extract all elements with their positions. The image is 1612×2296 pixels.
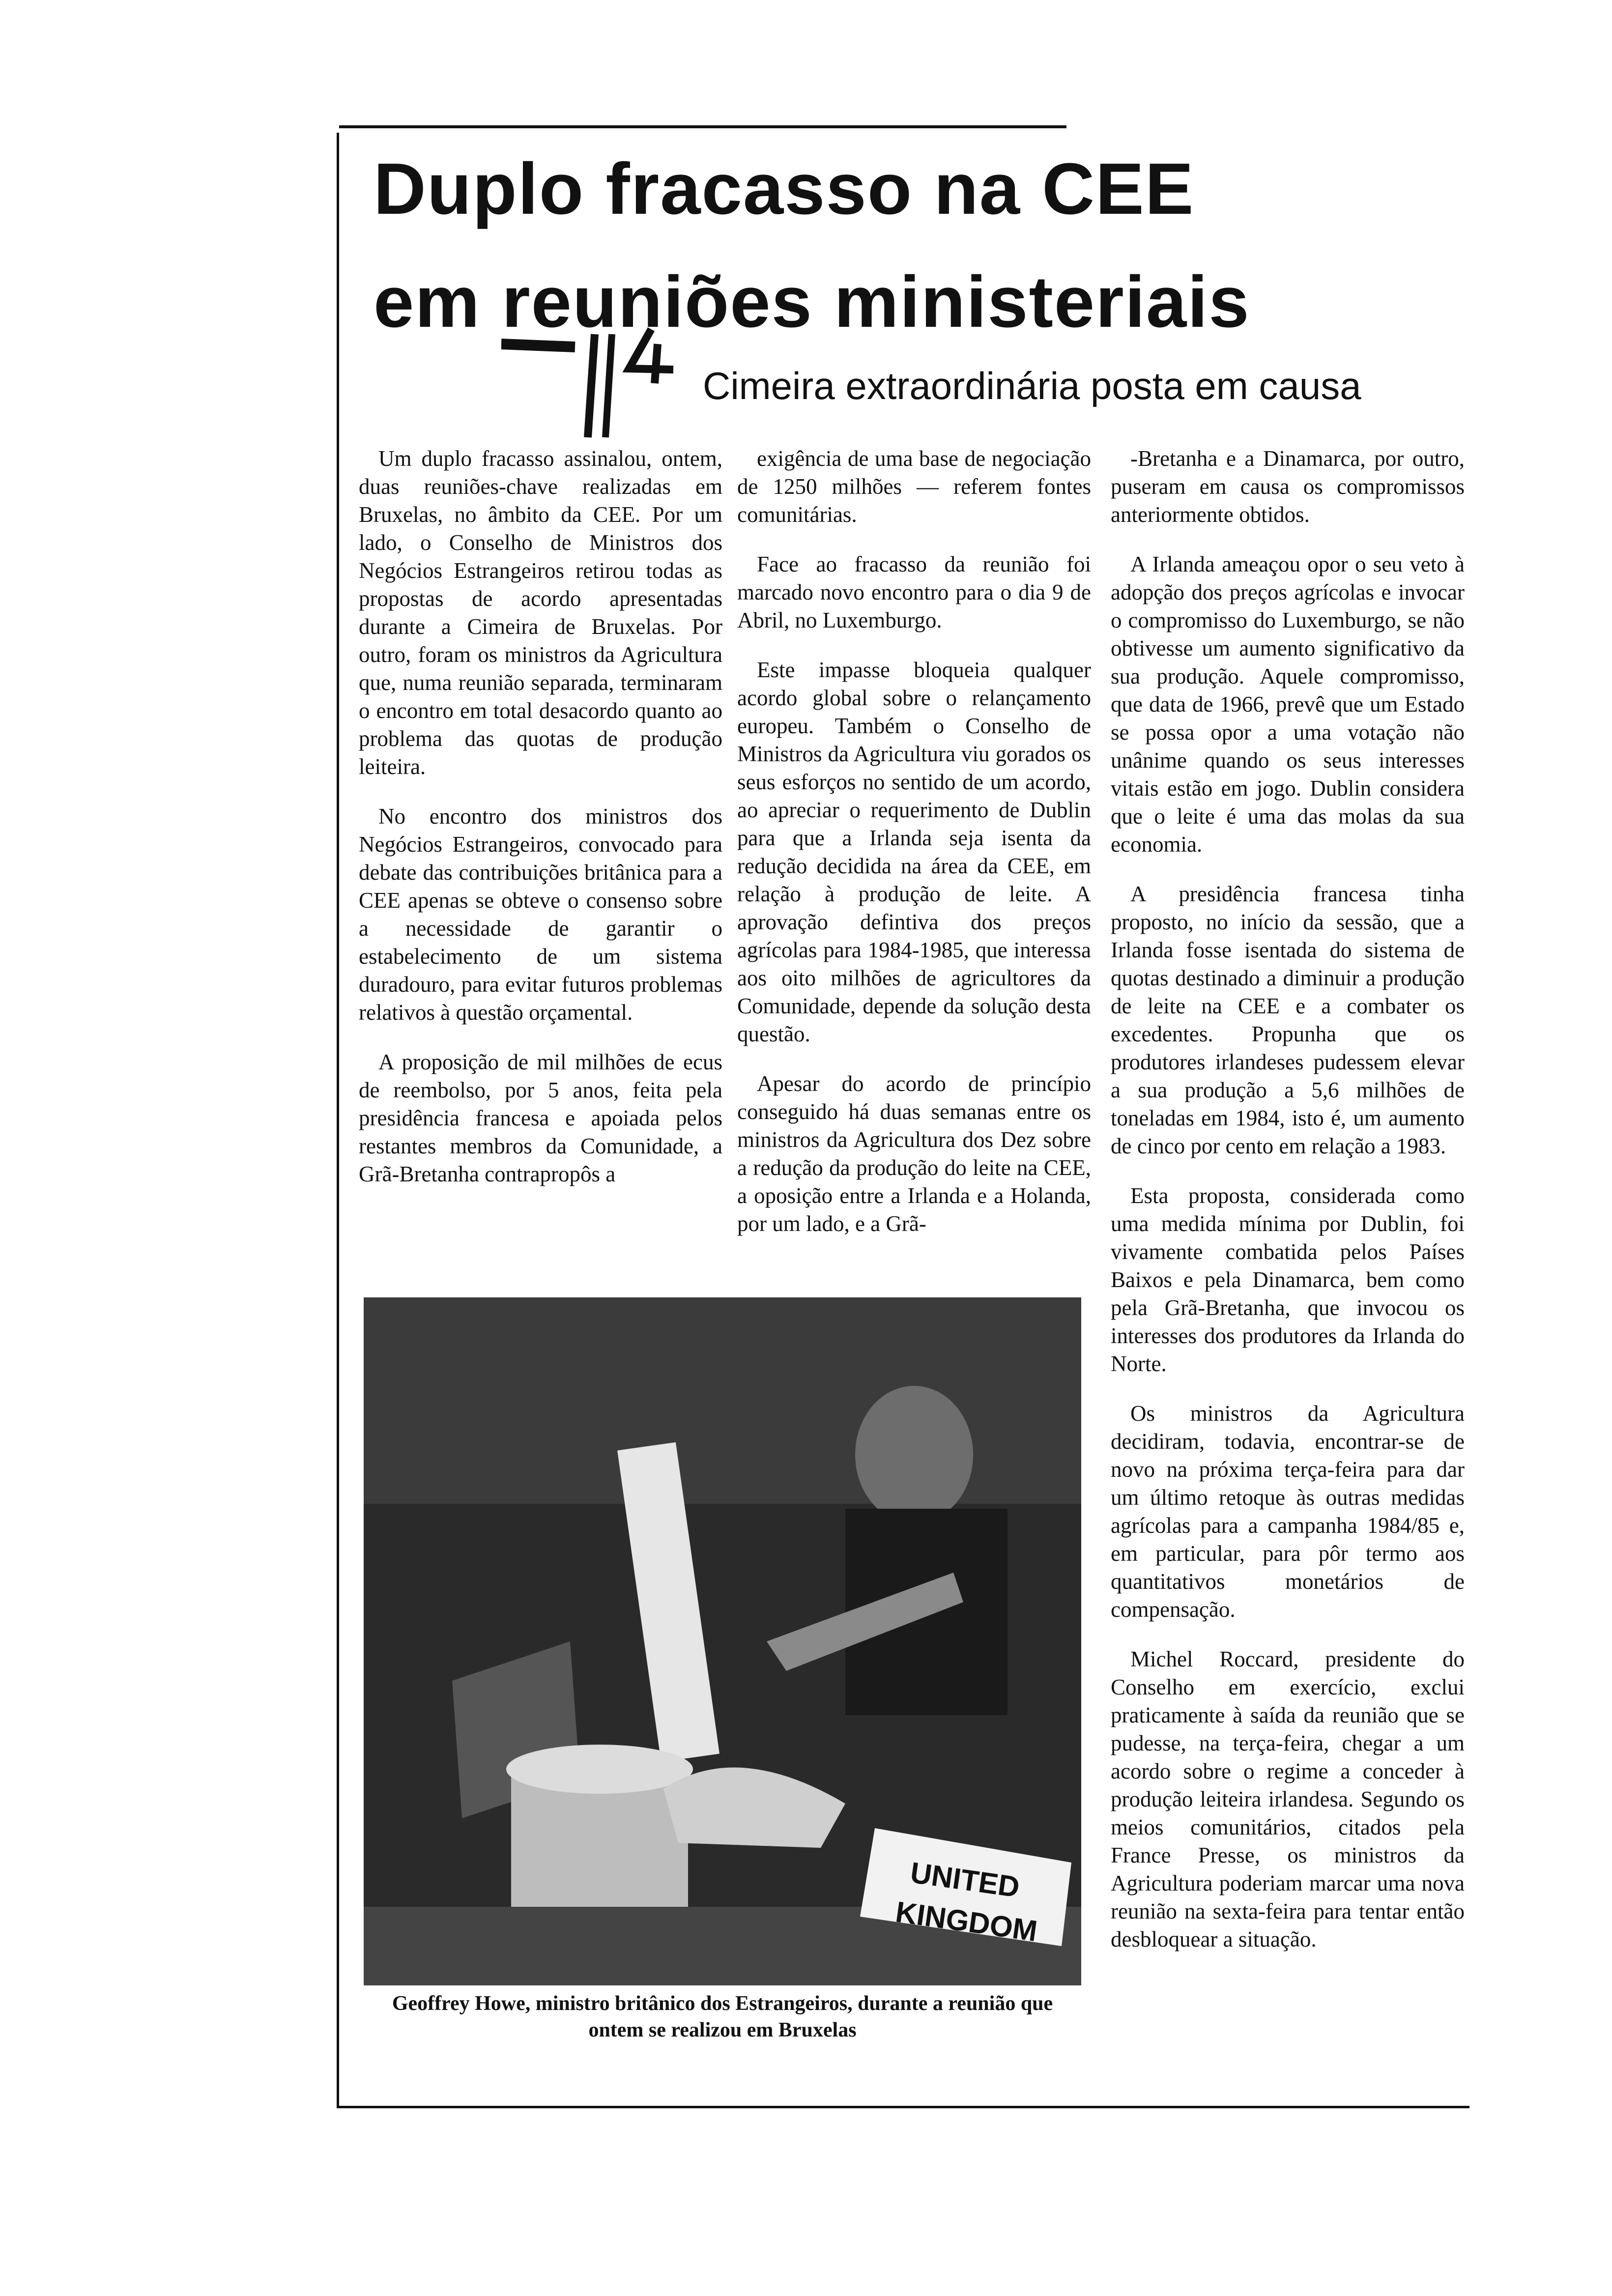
handwritten-stroke-icon [501, 315, 688, 452]
article-paragraph: Um duplo fracasso assinalou, ontem, duas reuniões-chave realizadas em Bruxelas, no âmbito da CEE. Por um lado, o Conselho de Ministros dos Negócios Estrangeiros retirou todas as propostas de acordo apresentadas durante a Cimeira de Bruxelas. Por outro, foram os ministros da Agricultura que, numa reunião separada, terminaram o encontro em total desacordo quanto ao problema das quotas de produção leiteira. [359, 446, 722, 779]
article-paragraph: A proposição de mil milhões de ecus de reembolso, por 5 anos, feita pela presidência francesa e apoiada pelos restantes membros da Comunidade, a Grã-Bretanha contrapropôs a [359, 1050, 722, 1186]
article-paragraph: A presidência francesa tinha proposto, no início da sessão, que a Irlanda fosse isentada do sistema de quotas destinado a diminuir a produção de leite na CEE e a combater os excedentes. Propunha que os produtores irlandeses pudessem elevar a sua produção a 5,6 milhões de toneladas em 1984, isto é, um aumento de cinco por cento em relação a 1983. [1111, 882, 1465, 1158]
article-paragraph: Os ministros da Agricultura decidiram, todavia, encontrar-se de novo na próxima terça-feira para dar um último retoque às outras medidas agrícolas para a campanha 1984/85 e, em particular, para pôr termo aos quantitativos monetários de compensação. [1111, 1401, 1465, 1622]
article-paragraph: Face ao fracasso da reunião foi marcado novo encontro para o dia 9 de Abril, no Luxemburgo. [737, 552, 1091, 632]
article-paragraph: Esta proposta, considerada como uma medida mínima por Dublin, foi vivamente combatida pelos Países Baixos e pela Dinamarca, bem como pela Grã-Bretanha, que invocou os interesses dos produtores da Irlanda do Norte. [1111, 1183, 1465, 1376]
photo-illustration [364, 1297, 1081, 1985]
article-paragraph: exigência de uma base de negociação de 1250 milhões — referem fontes comunitárias. [737, 446, 1091, 527]
column-2 [737, 445, 1091, 1260]
photo-caption: Geoffrey Howe, ministro britânico dos Estrangeiros, durante a reunião que ontem se realizou em Bruxelas [392, 1992, 1053, 2041]
news-photo [364, 1297, 1081, 1985]
placard-line-2: KINGDOM [893, 1895, 1039, 1948]
column-3 [1111, 445, 1465, 1975]
article-paragraph: Este impasse bloqueia qualquer acordo global sobre o relançamento europeu. Também o Conselho de Ministros da Agricultura viu gorados os seus esforços no sentido de um acordo, ao apreciar o requerimento de Dublin para que a Irlanda seja isenta da redução decidida na área da CEE, em relação à produção de leite. A aprovação defintiva dos preços agrícolas para 1984-1985, que interessa aos oito milhões de agricultores da Comunidade, depende da solução desta questão. [737, 658, 1091, 1046]
article-paragraph: -Bretanha e a Dinamarca, por outro, puseram em causa os compromissos anteriormente obtidos. [1111, 446, 1465, 527]
top-rule [339, 125, 1066, 128]
placard-line-1: UNITED [908, 1856, 1022, 1904]
article-paragraph: Michel Roccard, presidente do Conselho em exercício, exclui praticamente à saída da reunião que se pudesse, na terça-feira, chegar a um acordo sobre o regime a conceder à produção leiteira irlandesa. Segundo os meios comunitários, citados pela France Presse, os ministros da Agricultura poderiam marcar uma nova reunião na sexta-feira para tentar então desbloquear a situação. [1111, 1647, 1465, 1952]
column-1 [359, 445, 722, 1210]
left-rule [337, 133, 339, 2108]
headline-line-1: Duplo fracasso na CEE [374, 148, 1195, 230]
subheadline: Cimeira extraordinária posta em causa [703, 364, 1361, 407]
handwritten-mark [501, 315, 688, 455]
article-paragraph: A Irlanda ameaçou opor o seu veto à adopção dos preços agrícolas e invocar o compromisso do Luxemburgo, se não obtivesse um aumento significativo da sua produção. Aquele compromisso, que data de 1966, prevê que um Estado se possa opor a uma votação não unânime quando os seus interesses vitais estão em jogo. Dublin considera que o leite é uma das molas da sua economia. [1111, 552, 1465, 857]
bottom-rule [339, 2106, 1469, 2108]
article-paragraph: Apesar do acordo de princípio conseguido há duas semanas entre os ministros da Agricultura dos Dez sobre a redução da produção do leite na CEE, a oposição entre a Irlanda e a Holanda, por um lado, e a Grã- [737, 1071, 1091, 1236]
headline-line-2: em reuniões ministeriais [374, 261, 1250, 343]
article-paragraph: No encontro dos ministros dos Negócios Estrangeiros, convocado para debate das contribuições britânica para a CEE apenas se obteve o consenso sobre a necessidade de garantir o estabelecimento de um sistema duradouro, para evitar futuros problemas relativos à questão orçamental. [359, 804, 722, 1025]
